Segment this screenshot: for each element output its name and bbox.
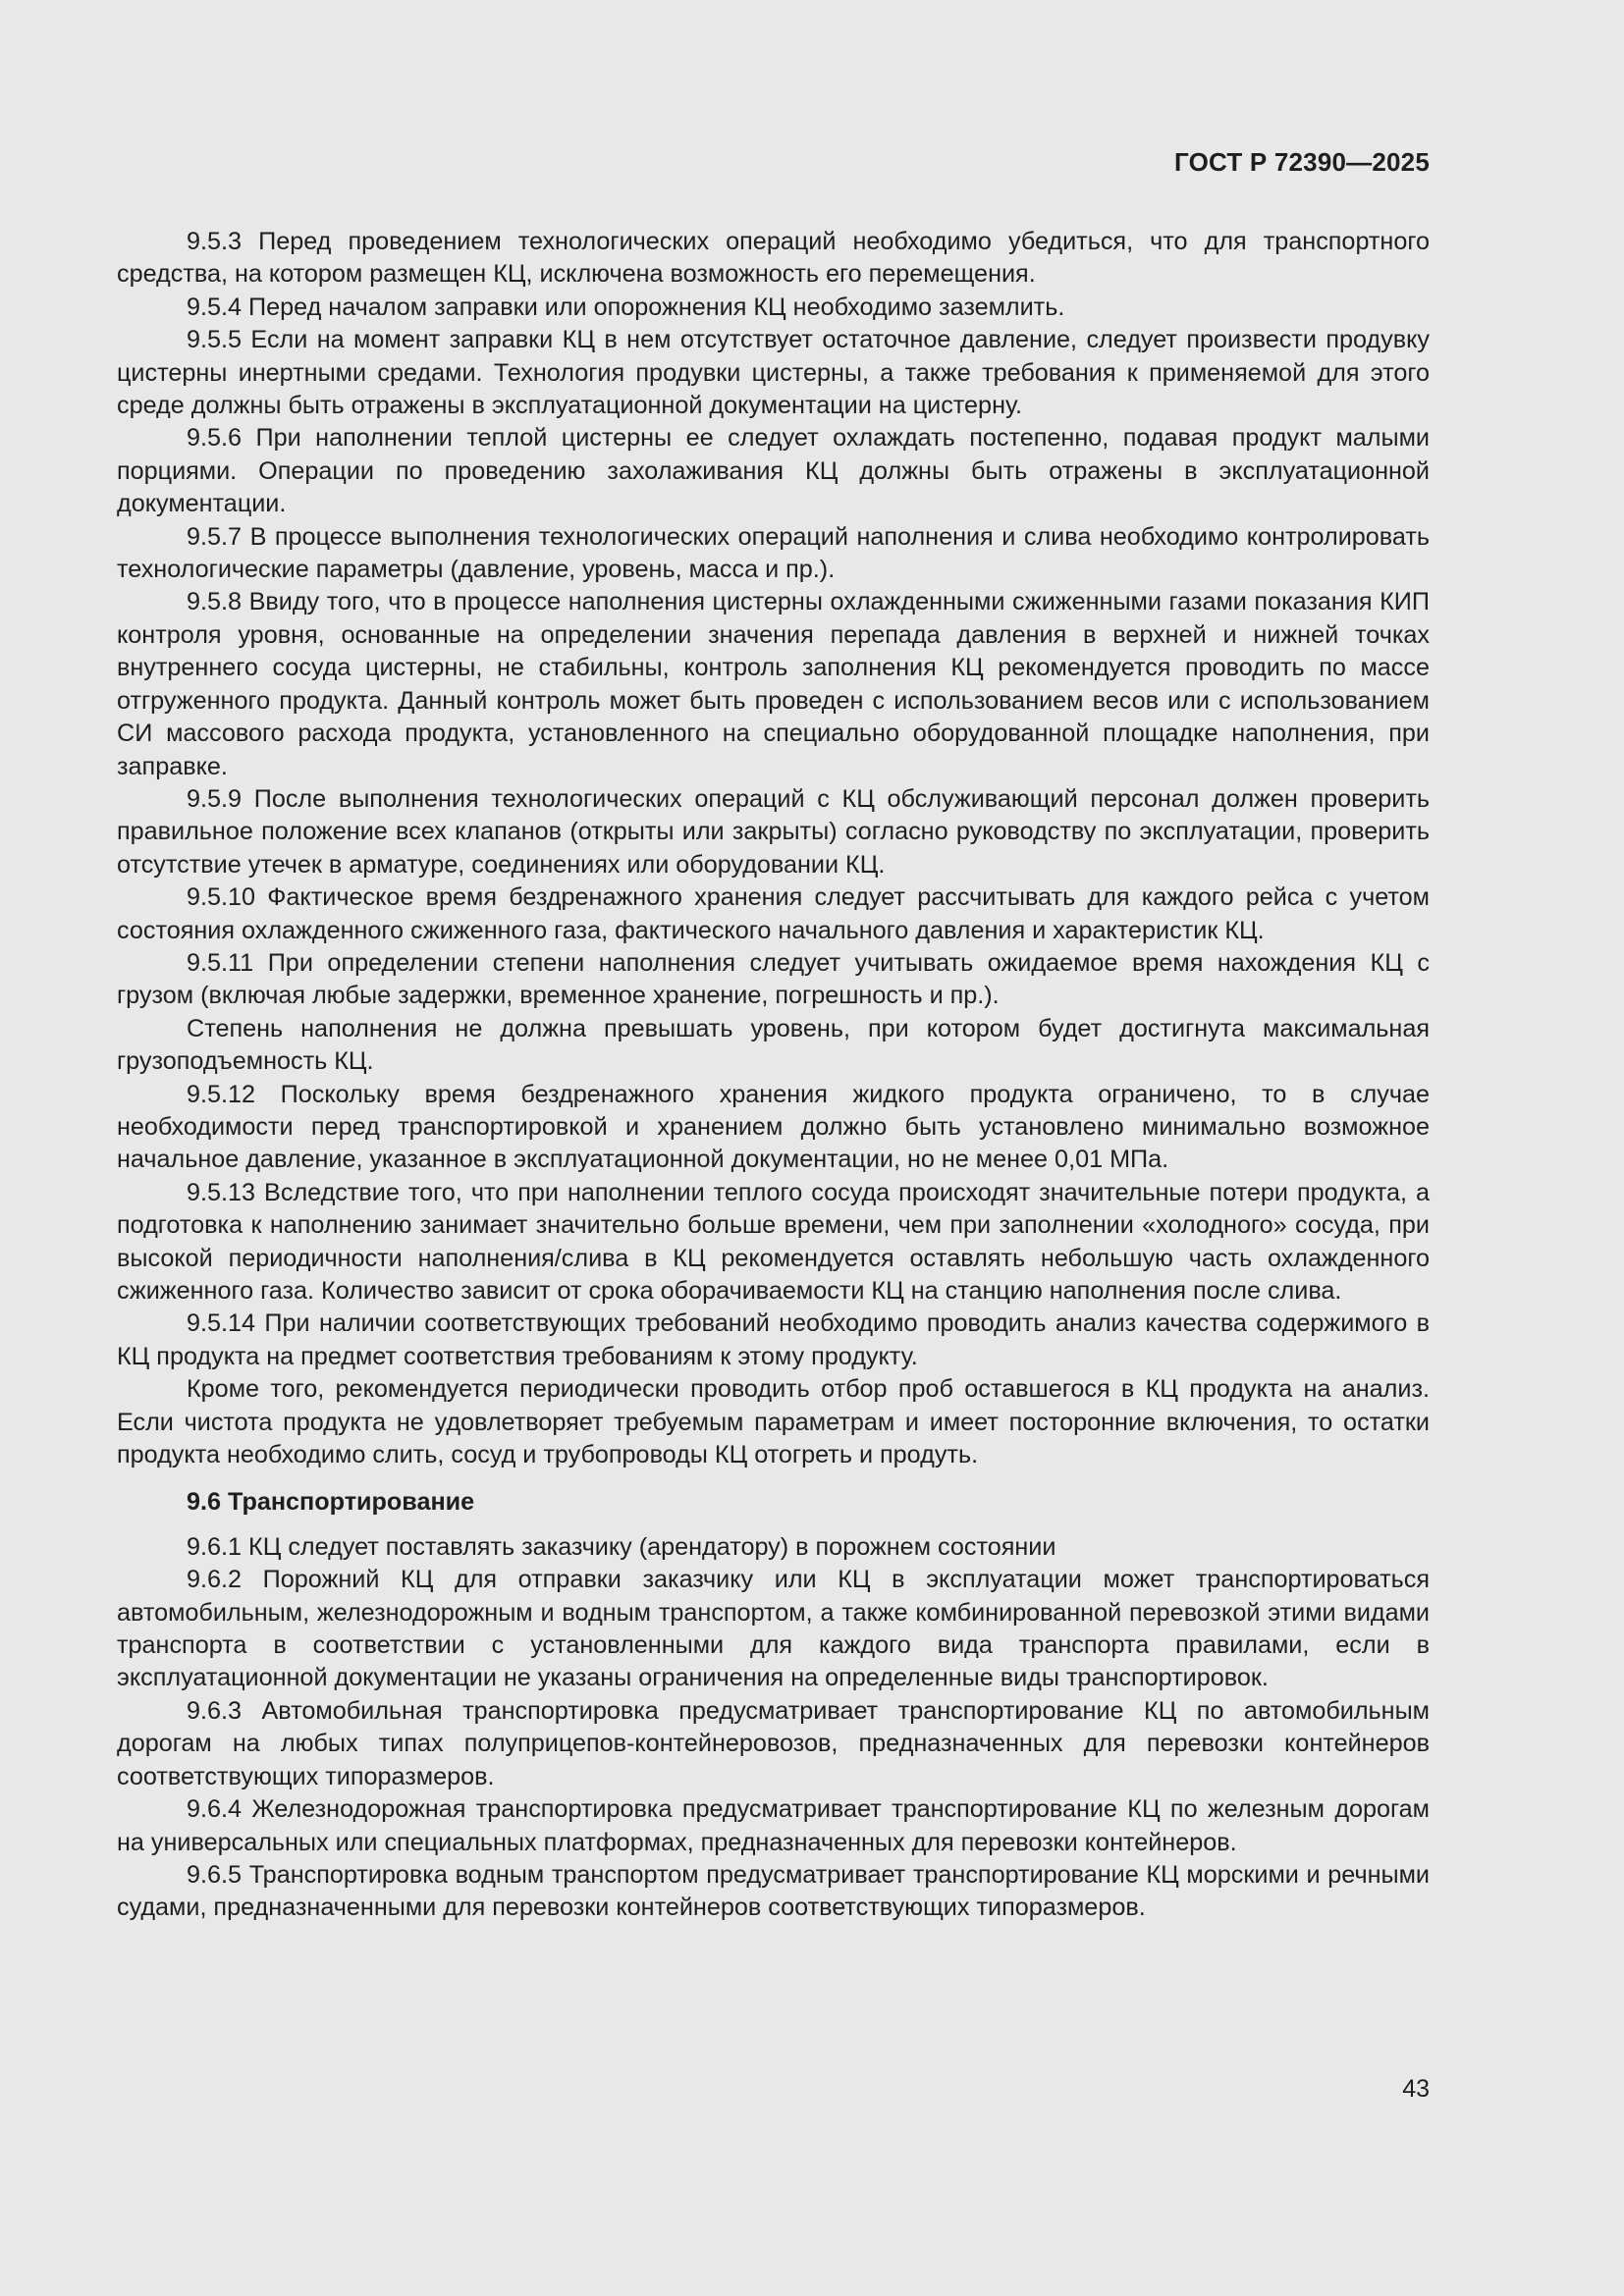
document-code-header: ГОСТ Р 72390—2025 (1174, 147, 1430, 177)
paragraph-fill-degree: Степень наполнения не должна превышать уровень, при котором будет достигнута максимальная грузоподъемность КЦ. (117, 1014, 1430, 1076)
paragraph-9-6-1: 9.6.1 КЦ следует поставлять заказчику (арендатору) в порожнем состоянии (187, 1532, 1056, 1561)
paragraph-9-5-6: 9.5.6 При наполнении теплой цистерны ее следует охлаждать постепенно, подавая продукт малыми порциями. Операции по проведению захолаживания КЦ должны быть отражены в эксплуатационной документации. (117, 424, 1430, 518)
page-number: 43 (1402, 2075, 1430, 2103)
paragraph-9-5-10: 9.5.10 Фактическое время бездренажного хранения следует рассчитывать для каждого рейса с учетом состояния охлажденного сжиженного газа, фактического начального давления и характеристик КЦ. (117, 883, 1430, 944)
paragraph-9-5-8: 9.5.8 Ввиду того, что в процессе наполнения цистерны охлажденными сжиженными газами показания КИП контроля уровня, основанные на определении значения перепада давления в верхней и нижней точках внутреннего сосуда цистерны, не стабильны, контроль заполнения КЦ рекомендуется проводить по массе отгруженного продукта. Данный контроль может быть проведен с использованием весов или с использованием СИ массового расхода продукта, установленного на специально оборудованной площадке наполнения, при заправке. (117, 588, 1430, 780)
paragraph-9-6-4: 9.6.4 Железнодорожная транспортировка предусматривает транспортирование КЦ по железным дорогам на универсальных или специальных платформах, предназначенных для перевозки контейнеров. (117, 1795, 1430, 1856)
paragraph-9-5-9: 9.5.9 После выполнения технологических операций с КЦ обслуживающий персонал должен проверить правильное положение всех клапанов (открыты или закрыты) согласно руководству по эксплуатации, проверить отсутствие утечек в арматуре, соединениях или оборудовании КЦ. (117, 784, 1430, 879)
paragraph-9-5-11: 9.5.11 При определении степени наполнения следует учитывать ожидаемое время нахождения КЦ с грузом (включая любые задержки, временное хранение, погрешность и пр.). (117, 948, 1430, 1010)
paragraph-9-5-13: 9.5.13 Вследствие того, что при наполнении теплого сосуда происходят значительные потери продукта, а подготовка к наполнению занимает значительно больше времени, чем при заполнении «холодного» сосуда, при высокой периодичности наполнения/слива в КЦ рекомендуется оставлять небольшую часть охлажденного сжиженного газа. Количество зависит от срока оборачиваемости КЦ на станцию наполнения после слива. (117, 1178, 1430, 1305)
paragraph-sampling: Кроме того, рекомендуется периодически проводить отбор проб оставшегося в КЦ продукта на анализ. Если чистота продукта не удовлетворяет требуемым параметрам и имеет посторонние включения, то остатки продукта необходимо слить, сосуд и трубопроводы КЦ отогреть и продуть. (117, 1375, 1430, 1469)
section-title-9-6: 9.6 Транспортирование (187, 1488, 475, 1517)
document-body (117, 226, 1430, 1925)
paragraph-9-5-3: 9.5.3 Перед проведением технологических операций необходимо убедиться, что для транспортного средства, на котором размещен КЦ, исключена возможность его перемещения. (117, 228, 1430, 289)
paragraph-9-5-5: 9.5.5 Если на момент заправки КЦ в нем отсутствует остаточное давление, следует произвести продувку цистерны инертными средами. Технология продувки цистерны, а также требования к применяемой для этого среде должны быть отражены в эксплуатационной документации на цистерну. (117, 326, 1430, 420)
paragraph-9-6-2: 9.6.2 Порожний КЦ для отправки заказчику или КЦ в эксплуатации может транспортироваться автомобильным, железнодорожным и водным транспортом, а также комбинированной перевозкой этими видами транспорта в соответствии с установленными для каждого вида транспорта правилами, если в эксплуатационной документации не указаны ограничения на определенные виды транспортировок. (117, 1566, 1430, 1692)
paragraph-9-5-12: 9.5.12 Поскольку время бездренажного хранения жидкого продукта ограничено, то в случае необходимости перед транспортировкой и хранением должно быть установлено минимально возможное начальное давление, указанное в эксплуатационной документации, но не менее 0,01 МПа. (117, 1080, 1430, 1174)
paragraph-9-6-5: 9.6.5 Транспортировка водным транспортом предусматривает транспортирование КЦ морскими и речными судами, предназначенными для перевозки контейнеров соответствующих типоразмеров. (117, 1860, 1430, 1922)
paragraph-9-6-3: 9.6.3 Автомобильная транспортировка предусматривает транспортирование КЦ по автомобильным дорогам на любых типах полуприцепов-контейнеровозов, предназначенных для перевозки контейнеров соответствующих типоразмеров. (117, 1696, 1430, 1790)
paragraph-9-5-4: 9.5.4 Перед началом заправки или опорожнения КЦ необходимо заземлить. (187, 293, 1065, 321)
paragraph-9-5-7: 9.5.7 В процессе выполнения технологических операций наполнения и слива необходимо контролировать технологические параметры (давление, уровень, масса и пр.). (117, 522, 1430, 584)
paragraph-9-5-14: 9.5.14 При наличии соответствующих требований необходимо проводить анализ качества содержимого в КЦ продукта на предмет соответствия требованиям к этому продукту. (117, 1309, 1430, 1370)
